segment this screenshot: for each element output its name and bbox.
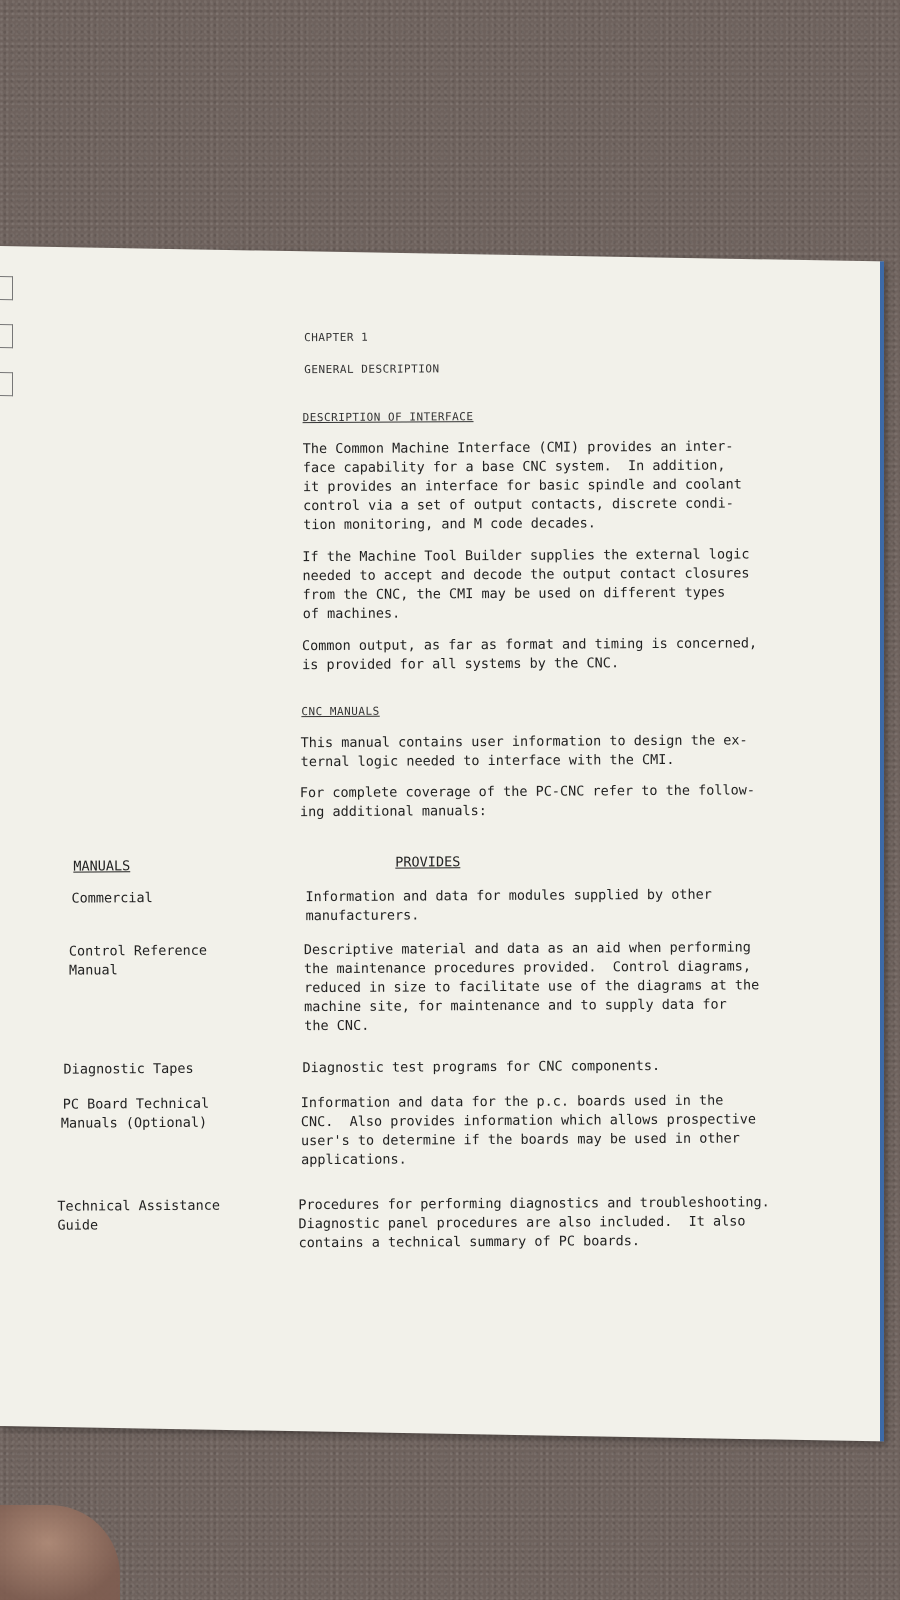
table-row-name: Manual [68,962,118,979]
table-row-desc: manufacturers. [305,907,420,925]
binder-clip [0,372,13,396]
table-row-desc: the CNC. [304,1017,370,1035]
paragraph-line: from the CNC, the CMI may be used on different types [302,584,726,604]
table-row-desc: the maintenance procedures provided. Control diagrams, [303,958,751,978]
binder-clip [0,276,13,300]
table-row-name: Technical Assistance [57,1197,220,1215]
paragraph-line: it provides an interface for basic spindle and coolant [302,476,742,496]
binder-clip [0,324,13,348]
paragraph-line: needed to accept and decode the output contact closures [302,565,750,585]
paragraph-line: tion monitoring, and M code decades. [303,515,596,534]
table-row-desc: Diagnostic test programs for CNC components. [302,1057,661,1077]
table-row-desc: contains a technical summary of PC boards. [298,1233,641,1252]
section-heading-manuals: CNC MANUALS [301,704,380,719]
table-row-desc: Diagnostic panel procedures are also included. It also [298,1213,746,1233]
paragraph-line: The Common Machine Interface (CMI) provides an inter- [302,438,734,458]
table-header-provides: PROVIDES [395,854,461,871]
table-row-desc: reduced in size to facilitate use of the diagrams at the [303,977,760,997]
thumb [0,1505,120,1600]
paragraph-line: Common output, as far as format and timing is concerned, [301,635,758,655]
paragraph-line: control via a set of output contacts, discrete condi- [303,495,734,515]
table-row-desc: user's to determine if the boards may be used in other [300,1130,740,1150]
table-row-desc: Information and data for modules supplied by other [305,886,712,906]
paragraph-line: is provided for all systems by the CNC. [302,655,620,674]
paragraph-line: If the Machine Tool Builder supplies the external logic [302,546,750,566]
table-row-desc: Descriptive material and data as an aid when performing [303,939,751,959]
table-row-desc: machine site, for maintenance and to supply data for [304,996,727,1016]
chapter-title: GENERAL DESCRIPTION [304,362,440,377]
table-row-desc: CNC. Also provides information which allows prospective [300,1111,757,1131]
paragraph-line: face capability for a base CNC system. In addition, [302,457,726,477]
paragraph-line: of machines. [302,605,401,623]
table-row-name: Commercial [71,890,153,907]
paragraph-line: This manual contains user information to design the ex- [300,732,748,752]
section-heading-interface: DESCRIPTION OF INTERFACE [302,410,474,425]
table-row-name: Manuals (Optional) [60,1114,208,1132]
table-row-desc: Information and data for the p.c. boards used in the [300,1092,724,1112]
table-header-manuals: MANUALS [73,858,131,875]
paragraph-line: For complete coverage of the PC-CNC refer to the follow- [299,782,756,802]
chapter-label: CHAPTER 1 [304,330,369,345]
table-row-name: PC Board Technical [62,1095,210,1113]
paragraph-line: ing additional manuals: [299,803,487,821]
table-row-desc: applications. [301,1151,407,1169]
paragraph-line: ternal logic needed to interface with the CMI. [300,751,675,771]
table-row-name: Diagnostic Tapes [63,1060,194,1078]
table-row-name: Guide [57,1217,99,1234]
table-row-desc: Procedures for performing diagnostics and troubleshooting. [298,1194,770,1214]
table-row-name: Control Reference [68,942,208,960]
